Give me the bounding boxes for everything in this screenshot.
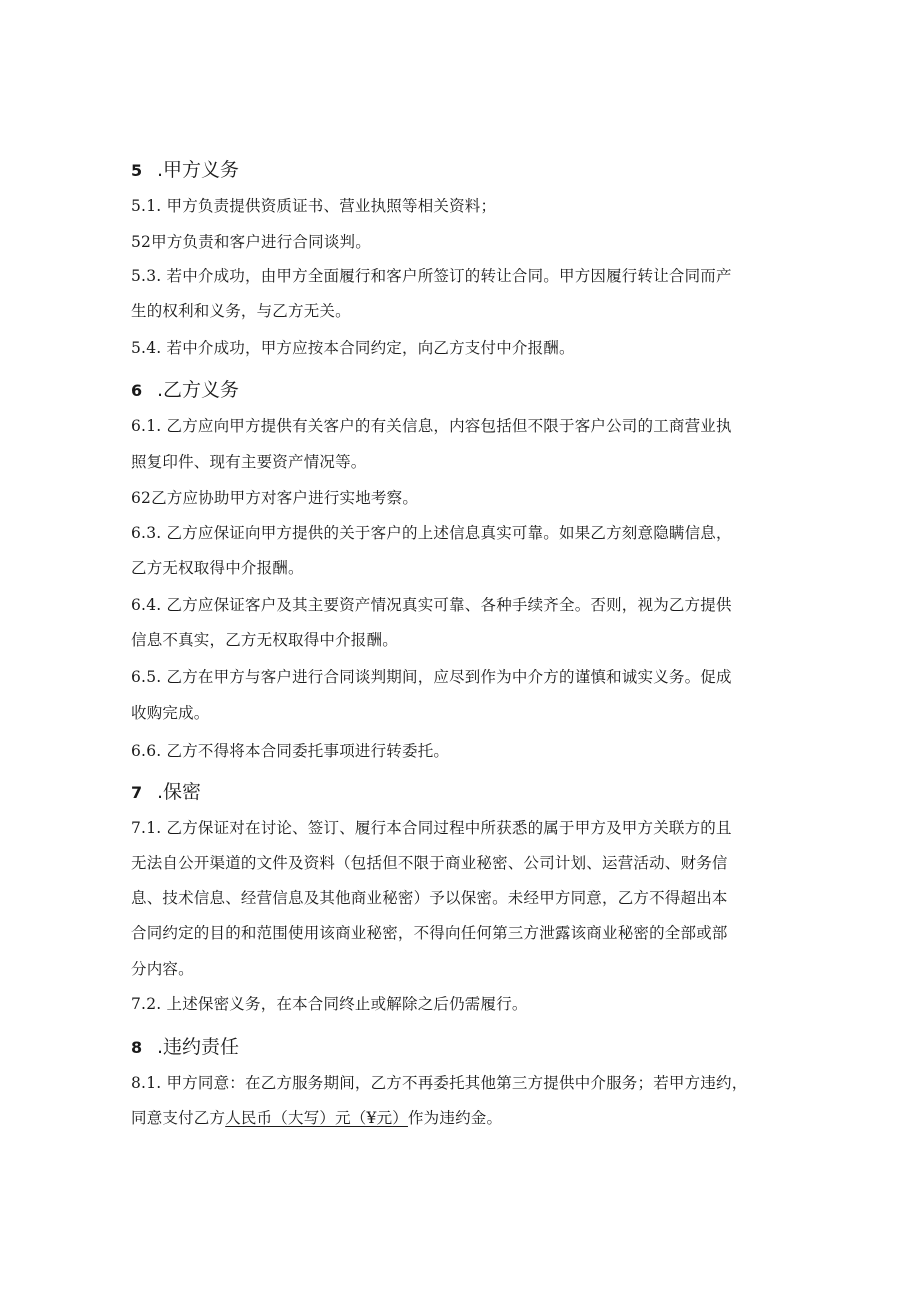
clause-line: 6.4. 乙方应保证客户及其主要资产情况真实可靠、各种手续齐全。否则，视为乙方提供 [131,596,732,614]
clause-line: 62乙方应协助甲方对客户进行实地考察。 [131,489,419,507]
clause-line: 信息不真实，乙方无权取得中介报酬。 [131,631,398,649]
clause-line: 照复印件、现有主要资产情况等。 [131,453,367,471]
clause-line: 6.5. 乙方在甲方与客户进行合同谈判期间，应尽到作为中介方的谨慎和诚实义务。促成 [131,668,732,686]
section-heading-7 [131,780,201,805]
clause-line-penalty [131,1107,502,1129]
clause-line: 5.1. 甲方负责提供资质证书、营业执照等相关资料； [131,197,497,215]
clause-line: 5.3. 若中介成功，由甲方全面履行和客户所签订的转让合同。甲方因履行转让合同而产 [131,267,732,285]
clause-line: 5.4. 若中介成功，甲方应按本合同约定，向乙方支付中介报酬。 [131,339,575,357]
clause-line: 收购完成。 [131,704,210,722]
clause-line: 52甲方负责和客户进行合同谈判。 [131,233,371,251]
clause-line: 8.1. 甲方同意：在乙方服务期间，乙方不再委托其他第三方提供中介服务；若甲方违约， [131,1074,748,1092]
section-title: .甲方义务 [157,159,240,181]
section-number: 6 [131,381,143,400]
clause-line: 生的权利和义务，与乙方无关。 [131,302,351,320]
clause-line: 乙方无权取得中介报酬。 [131,559,304,577]
clause-line: 7.2. 上述保密义务，在本合同终止或解除之后仍需履行。 [131,995,528,1013]
section-title: .违约责任 [157,1036,240,1058]
clause-line: 合同约定的目的和范围使用该商业秘密，不得向任何第三方泄露该商业秘密的全部或部 [131,924,728,942]
section-title: .保密 [157,781,202,803]
clause-line: 7.1. 乙方保证对在讨论、签订、履行本合同过程中所获悉的属于甲方及甲方关联方的且 [131,819,732,837]
penalty-amount-blank: 人民币（大写）元（¥元） [225,1109,408,1127]
section-number: 8 [131,1038,143,1057]
clause-line: 6.1. 乙方应向甲方提供有关客户的有关信息，内容包括但不限于客户公司的工商营业执 [131,417,732,435]
penalty-prefix: 同意支付乙方 [131,1109,226,1127]
clause-line: 分内容。 [131,960,194,978]
section-heading-8 [131,1035,239,1060]
clause-line: 无法自公开渠道的文件及资料（包括但不限于商业秘密、公司计划、运营活动、财务信 [131,854,728,872]
section-number: 5 [131,161,143,180]
penalty-suffix: 作为违约金。 [407,1109,503,1127]
section-heading-6 [131,378,239,403]
clause-line: 6.6. 乙方不得将本合同委托事项进行转委托。 [131,742,450,760]
section-heading-5 [131,158,239,183]
clause-line: 6.3. 乙方应保证向甲方提供的关于客户的上述信息真实可靠。如果乙方刻意隐瞒信息， [131,524,732,542]
section-title: .乙方义务 [157,379,240,401]
section-number: 7 [131,783,143,802]
clause-line: 息、技术信息、经营信息及其他商业秘密）予以保密。未经甲方同意，乙方不得超出本 [131,889,728,907]
